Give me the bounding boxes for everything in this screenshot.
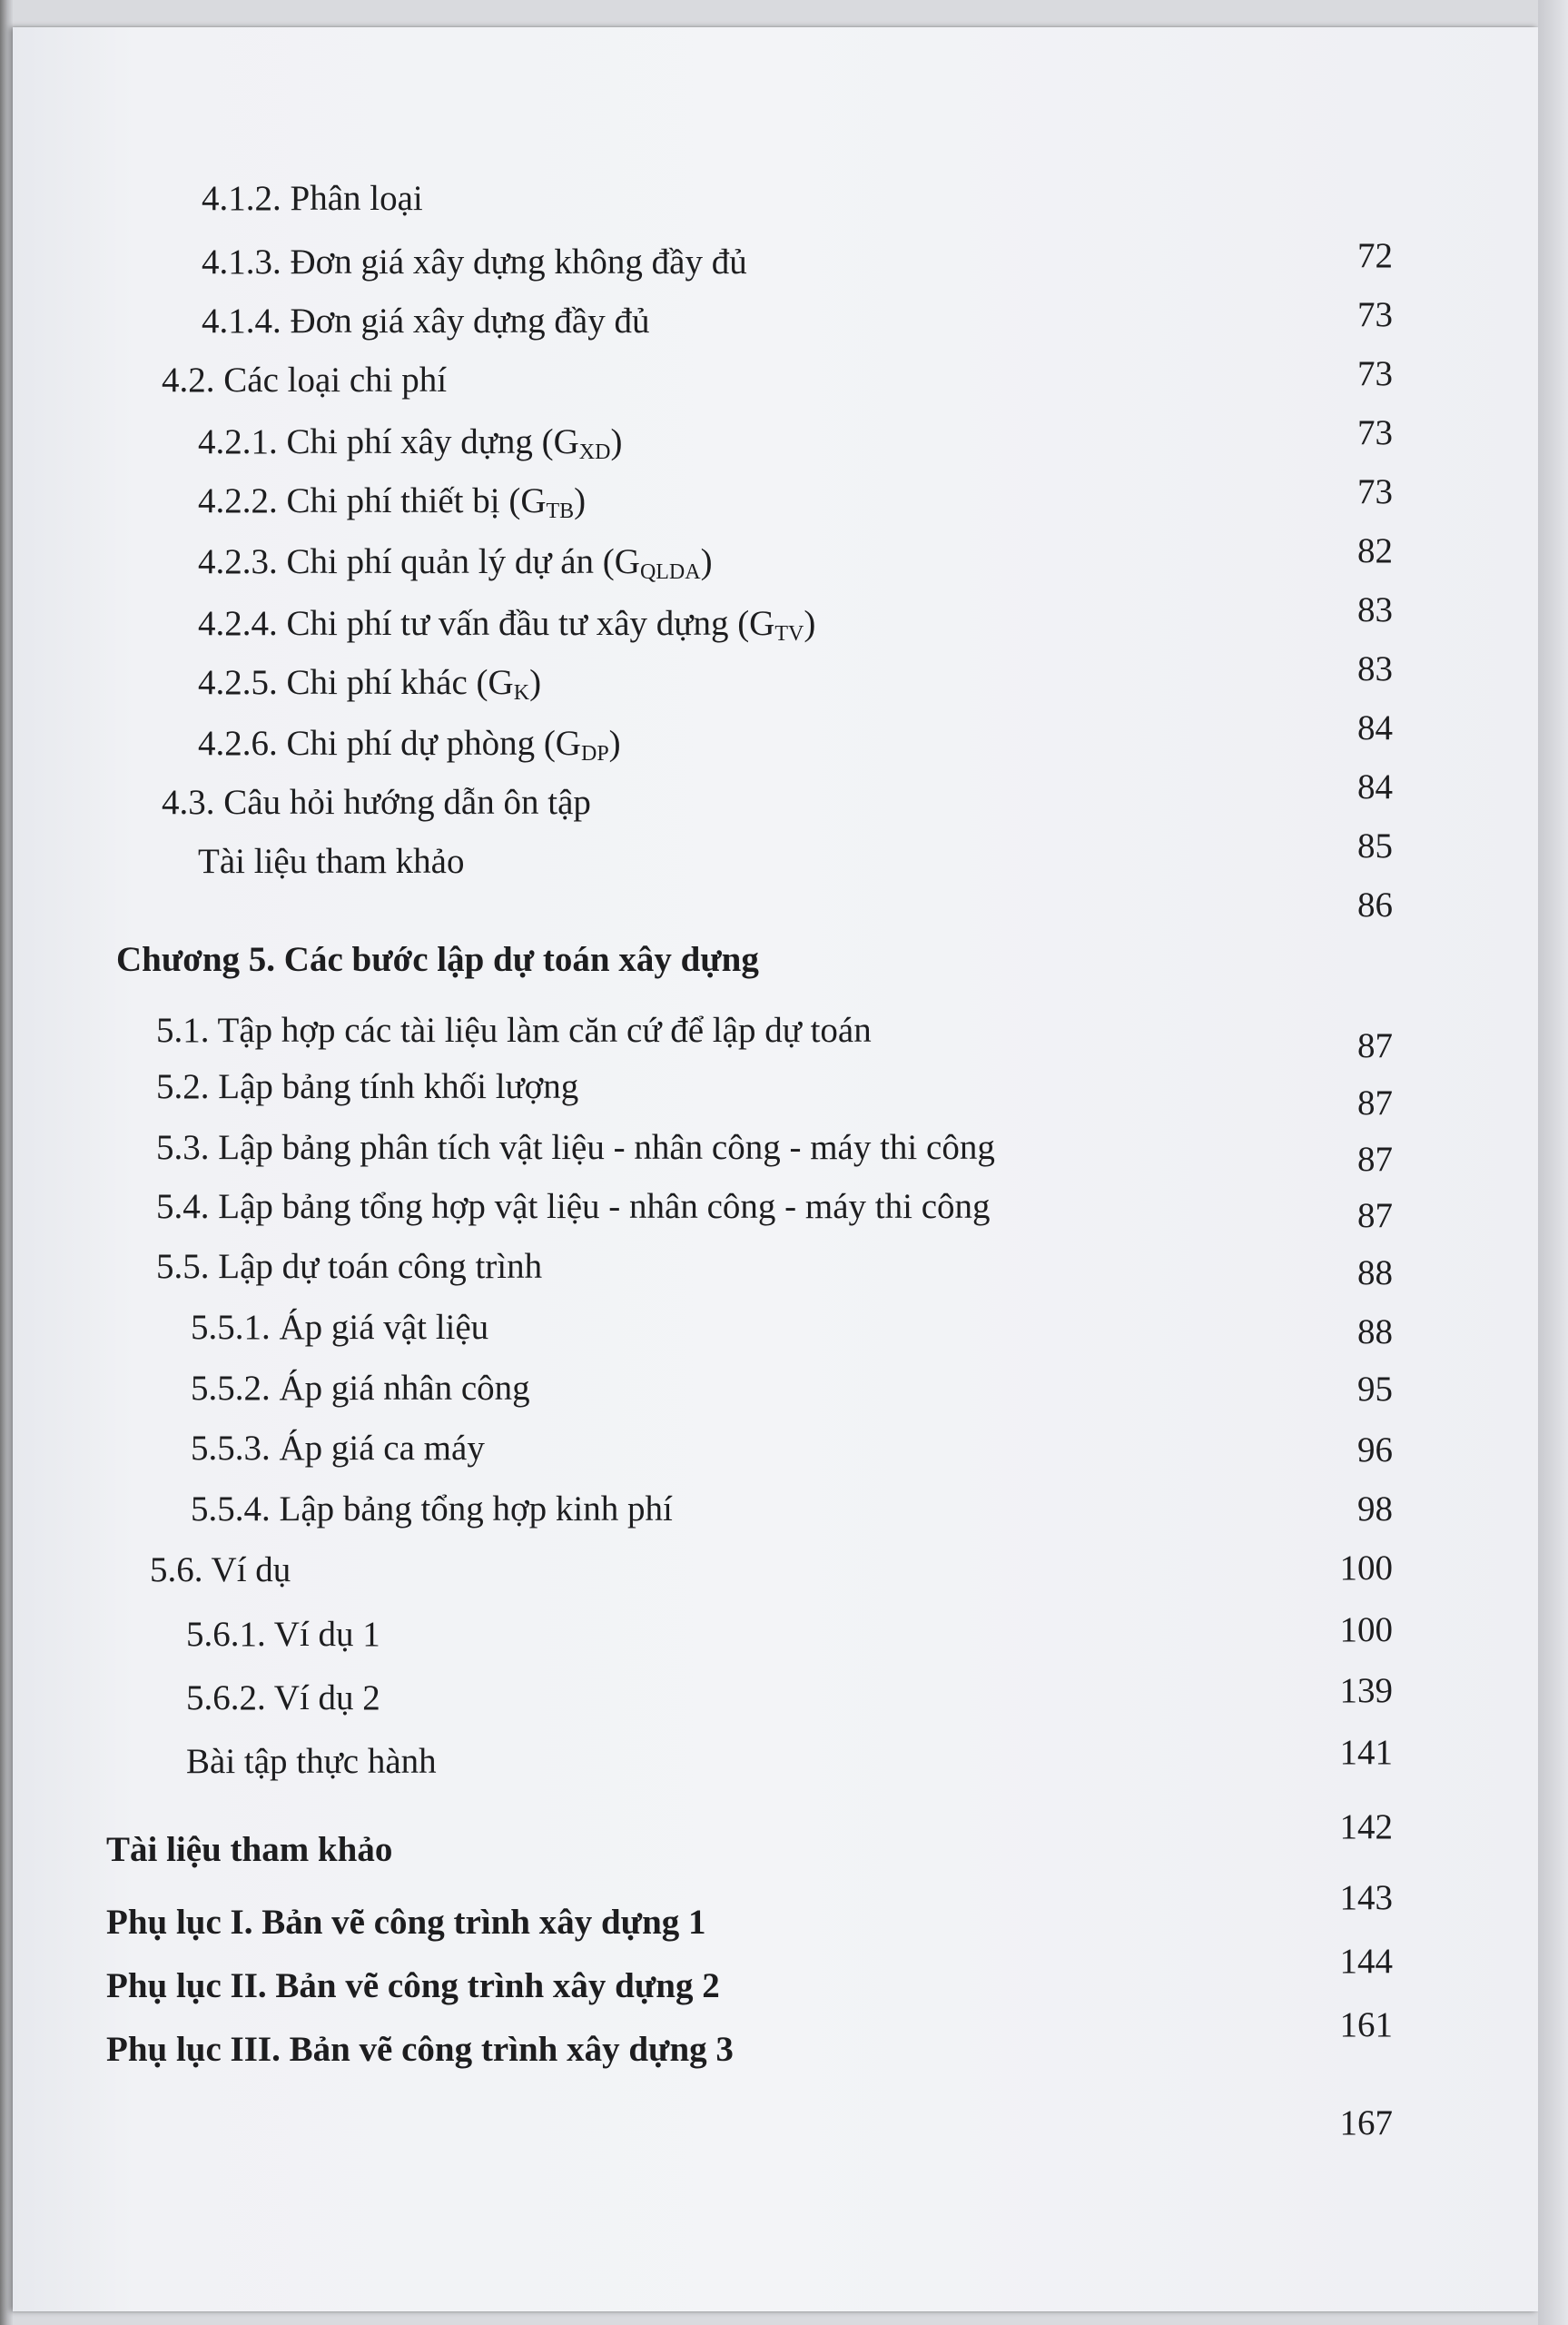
toc-entry-page: 144 (1339, 1942, 1393, 1981)
toc-entry-page-row (0, 468, 1568, 517)
toc-entry-title: 4.2.4. Chi phí tư vấn đầu tư xây dựng $(G_{TV})$ (198, 604, 816, 646)
toc-entry-page: 142 (1339, 1807, 1393, 1846)
toc-entry-page-row (0, 1803, 1568, 1852)
toc-entry-title: Phụ lục I. Bản vẽ công trình xây dựng 1 (106, 1903, 706, 1942)
toc-entry-page: 100 (1339, 1548, 1393, 1588)
toc-entry-page-row (0, 291, 1568, 340)
toc-entry-page: 73 (1357, 295, 1393, 334)
toc-entry-title: 5.5.4. Lập bảng tổng hợp kinh phí (191, 1489, 673, 1529)
toc-entry-page-row (0, 881, 1568, 930)
toc-entry-subscript: K (513, 681, 530, 705)
toc-entry-page: 83 (1357, 649, 1393, 688)
toc-entry-title: 4.1.2. Phân loại (202, 179, 423, 218)
toc-entry-subscript: XD (578, 440, 611, 464)
toc-entry-page: 87 (1357, 1140, 1393, 1179)
toc-entry-title: 5.5. Lập dự toán công trình (156, 1247, 543, 1286)
toc-entry-subscript: QLDA (639, 560, 701, 584)
toc-entry-title: 4.1.4. Đơn giá xây dựng đầy đủ (202, 302, 650, 341)
toc-entry-title: Phụ lục II. Bản vẽ công trình xây dựng 2 (106, 1966, 720, 2005)
toc-entry-page-row (0, 645, 1568, 694)
toc-entry-page: 95 (1357, 1370, 1393, 1409)
toc-entry-page-row (0, 1365, 1568, 1414)
toc-entry-title: 4.2.2. Chi phí thiết bị $(G_{TB})$ (198, 481, 587, 523)
toc-entry-title: 4.2.5. Chi phí khác $(G_K)$ (198, 663, 542, 705)
page-number: 167 (1339, 2103, 1393, 2142)
toc-entry-page-row (0, 1544, 1568, 1593)
toc-entry (0, 935, 1568, 984)
toc-entry-title: 4.2.3. Chi phí quản lý dự án $(G_{QLDA})$ (198, 542, 713, 584)
toc-entry-title: Tài liệu tham khảo (198, 842, 465, 881)
toc-entry-title: Phụ lục III. Bản vẽ công trình xây dựng 3 (106, 2030, 734, 2069)
toc-entry-title: 4.2. Các loại chi phí (162, 361, 448, 400)
toc-entry-title: 5.1. Tập hợp các tài liệu làm căn cứ để lập dự toán (156, 1011, 872, 1050)
toc-entry (0, 174, 1568, 223)
toc-entry-page: 139 (1339, 1671, 1393, 1710)
toc-entry-title: 5.4. Lập bảng tổng hợp vật liệu - nhân công - máy thi công (156, 1187, 991, 1226)
toc-entry-page-row (0, 1308, 1568, 1357)
toc-entry-page: 96 (1357, 1430, 1393, 1469)
toc-entry-title: 5.6.2. Ví dụ 2 (186, 1678, 380, 1717)
toc-entry-page-row (0, 1606, 1568, 1655)
toc-entry-page-row (0, 527, 1568, 576)
toc-entry-page-row (0, 1937, 1568, 1986)
toc-entry-subscript: TB (546, 500, 575, 523)
toc-entry-title: 5.3. Lập bảng phân tích vật liệu - nhân công - máy thi công (156, 1128, 995, 1167)
toc-entry-page-row (0, 822, 1568, 871)
toc-entry-title: 4.3. Câu hỏi hướng dẫn ôn tập (162, 783, 591, 822)
toc-entry-page-row (0, 2001, 1568, 2050)
toc-entry-page: 143 (1339, 1878, 1393, 1917)
toc-entry-page-row (0, 232, 1568, 281)
toc-entry-page: 161 (1339, 2005, 1393, 2044)
toc-entry-page: 87 (1357, 1083, 1393, 1123)
toc-entry-title: 4.2.1. Chi phí xây dựng $(G_{XD})$ (198, 422, 623, 464)
toc-entry-title: Tài liệu tham khảo (106, 1830, 393, 1869)
toc-entry-page-row (0, 409, 1568, 458)
toc-entry-subscript: TV (774, 622, 804, 646)
toc-entry-title: 5.6.1. Ví dụ 1 (186, 1615, 380, 1654)
toc-entry-page-row (0, 763, 1568, 812)
toc-entry-page: 98 (1357, 1489, 1393, 1529)
toc-entry-page: 73 (1357, 354, 1393, 393)
toc-entry-page-row (0, 1192, 1568, 1241)
toc-entry-page: 86 (1357, 885, 1393, 925)
toc-entry-page: 82 (1357, 531, 1393, 570)
toc-entry-page: 87 (1357, 1026, 1393, 1065)
toc-entry-page-row (0, 350, 1568, 399)
toc-entry-page: 141 (1339, 1733, 1393, 1772)
toc-entry-page: 84 (1357, 708, 1393, 747)
toc-entry-page: 73 (1357, 472, 1393, 511)
toc-entry-title: 4.1.3. Đơn giá xây dựng không đầy đủ (202, 242, 747, 282)
toc-entry-subscript: DP (580, 742, 609, 766)
toc-entry-title: Chương 5. Các bước lập dự toán xây dựng (116, 940, 759, 979)
toc-entry-page-row (0, 1079, 1568, 1128)
toc-entry-title: 5.2. Lập bảng tính khối lượng (156, 1067, 579, 1106)
toc-entry-page-row (0, 1485, 1568, 1534)
toc-entry-title: 5.5.1. Áp giá vật liệu (191, 1308, 489, 1347)
toc-entry-title: 4.2.6. Chi phí dự phòng $(G_{DP})$ (198, 724, 621, 766)
toc-entry-page: 100 (1339, 1610, 1393, 1649)
toc-entry-page-row (0, 1135, 1568, 1184)
toc-entry-page: 84 (1357, 767, 1393, 806)
toc-entry-title: Bài tập thực hành (186, 1742, 437, 1781)
toc-entry-page-row (0, 704, 1568, 753)
toc-entry-page: 83 (1357, 590, 1393, 629)
toc-entry-title: 5.5.2. Áp giá nhân công (191, 1369, 530, 1408)
toc-entry-page: 73 (1357, 413, 1393, 452)
toc-entry-page: 88 (1357, 1312, 1393, 1351)
toc-entry-page: 85 (1357, 826, 1393, 866)
toc-entry-title: 5.6. Ví dụ (150, 1550, 291, 1589)
toc-entry-title: 5.5.3. Áp giá ca máy (191, 1429, 485, 1468)
toc-entry-page-row (0, 1249, 1568, 1298)
toc-entry-page-row (0, 1667, 1568, 1716)
toc-entry-page: 88 (1357, 1253, 1393, 1292)
toc-entry-page-row (0, 1874, 1568, 1923)
toc-entry-page-row (0, 1728, 1568, 1777)
toc-entry-page-row (0, 1426, 1568, 1475)
toc-entry-page-row (0, 586, 1568, 635)
toc-entry-page: 87 (1357, 1196, 1393, 1235)
toc-entry-page: 72 (1357, 236, 1393, 275)
